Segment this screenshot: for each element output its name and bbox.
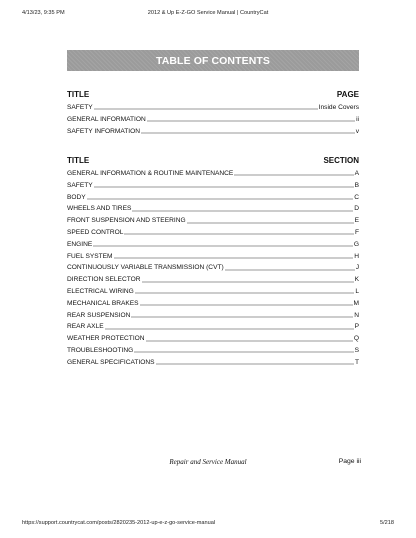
toc-entry — [67, 286, 359, 298]
toc-entry — [67, 333, 359, 345]
toc-entry-title: ELECTRICAL WIRING — [67, 287, 134, 295]
toc-entry — [67, 251, 359, 263]
section-list-header — [67, 155, 359, 166]
toc-entry-title: TROUBLESHOOTING — [67, 346, 134, 354]
toc-entry-title: SAFETY — [67, 104, 93, 111]
front-matter-list — [67, 89, 359, 137]
dot-leader — [132, 206, 353, 212]
print-page-count: 5/218 — [380, 520, 394, 526]
toc-entry-reference: J — [355, 264, 359, 272]
toc-entry-reference: Inside Covers — [318, 104, 359, 111]
toc-entry — [67, 321, 359, 333]
section-column-header: SECTION — [323, 156, 359, 165]
toc-banner — [67, 50, 359, 71]
toc-entry — [67, 357, 359, 369]
print-page-title: 2012 & Up E-Z-GO Service Manual | CountryCat — [147, 10, 269, 16]
toc-entry-title: WEATHER PROTECTION — [67, 335, 145, 343]
toc-entry-reference: F — [354, 228, 359, 236]
toc-entry — [67, 192, 359, 204]
toc-entry-title: FUEL SYSTEM — [67, 252, 113, 260]
toc-entry-title: GENERAL INFORMATION & ROUTINE MAINTENANCE — [67, 170, 234, 177]
toc-entry — [67, 168, 359, 180]
toc-entry-title: BODY — [67, 193, 86, 201]
toc-entry-title: WHEELS AND TIRES — [67, 205, 132, 213]
page-number: Page iii — [338, 458, 361, 465]
toc-entry — [67, 345, 359, 357]
toc-entry-title: CONTINUOUSLY VARIABLE TRANSMISSION (CVT) — [67, 264, 224, 272]
toc-entry-title: FRONT SUSPENSION AND STEERING — [67, 217, 186, 225]
toc-entry-reference: H — [354, 252, 359, 260]
toc-entry-reference: A — [354, 170, 359, 177]
toc-entry — [67, 102, 359, 114]
toc-entry — [67, 262, 359, 274]
toc-entry — [67, 126, 359, 138]
dot-leader — [146, 336, 353, 342]
dot-leader — [156, 360, 354, 366]
toc-entry-reference: v — [355, 127, 359, 135]
toc-entry — [67, 215, 359, 227]
toc-entry-reference: Q — [353, 335, 359, 343]
toc-entry-title: DIRECTION SELECTOR — [67, 276, 141, 284]
manual-name: Repair and Service Manual — [169, 458, 247, 466]
toc-entry-reference: K — [354, 276, 359, 284]
dot-leader — [140, 301, 353, 307]
toc-entry — [67, 310, 359, 322]
dot-leader — [225, 265, 355, 271]
toc-entry-reference: C — [354, 193, 359, 201]
dot-leader — [124, 230, 354, 236]
toc-entry-reference: E — [354, 217, 359, 225]
toc-entry-reference: N — [354, 311, 359, 319]
dot-leader — [142, 277, 354, 283]
dot-leader — [135, 289, 355, 295]
toc-entry-reference: D — [354, 205, 359, 213]
toc-entry-title: SPEED CONTROL — [67, 228, 124, 236]
dot-leader — [94, 105, 318, 111]
toc-entry-reference: M — [353, 299, 359, 307]
dot-leader — [94, 183, 354, 189]
dot-leader — [131, 312, 353, 318]
page-url: https://support.countrycat.com/posts/2820235-2012-up-e-z-go-service-manual — [22, 520, 216, 526]
section-list — [67, 155, 359, 369]
toc-entry — [67, 298, 359, 310]
dot-leader — [134, 348, 353, 354]
toc-entry-reference: ii — [356, 115, 359, 123]
toc-title: TABLE OF CONTENTS — [155, 54, 271, 67]
dot-leader — [87, 194, 354, 200]
toc-entry — [67, 180, 359, 192]
toc-entry-reference: S — [354, 346, 359, 354]
toc-entry-reference: T — [354, 358, 359, 366]
dot-leader — [147, 117, 355, 123]
toc-entry-title: SAFETY INFORMATION — [67, 127, 141, 135]
toc-entry — [67, 274, 359, 286]
toc-entry — [67, 114, 359, 126]
toc-entry-title: ENGINE — [67, 240, 93, 248]
toc-entry — [67, 239, 359, 251]
toc-entry-reference: B — [354, 181, 359, 189]
toc-entry-title: MECHANICAL BRAKES — [67, 299, 139, 307]
toc-entry — [67, 227, 359, 239]
front-matter-header — [67, 89, 359, 100]
dot-leader — [141, 128, 355, 134]
toc-entry-title: REAR SUSPENSION — [67, 311, 131, 319]
print-datetime: 4/13/23, 9:35 PM — [22, 10, 65, 16]
dot-leader — [234, 171, 353, 177]
toc-entry-title: GENERAL SPECIFICATIONS — [67, 358, 155, 366]
page-column-header: PAGE — [336, 90, 359, 99]
toc-entry-title: GENERAL INFORMATION — [67, 115, 146, 123]
dot-leader — [93, 242, 353, 248]
toc-entry-title: REAR AXLE — [67, 323, 104, 331]
toc-entry — [67, 203, 359, 215]
dot-leader — [105, 324, 354, 330]
toc-entry-title: SAFETY — [67, 181, 93, 189]
dot-leader — [187, 218, 354, 224]
toc-entry-reference: L — [355, 287, 359, 295]
title-column-header: TITLE — [67, 156, 90, 165]
toc-entry-reference: G — [353, 240, 359, 248]
toc-entry-reference: P — [354, 323, 359, 331]
dot-leader — [114, 253, 354, 259]
title-column-header: TITLE — [67, 90, 90, 99]
